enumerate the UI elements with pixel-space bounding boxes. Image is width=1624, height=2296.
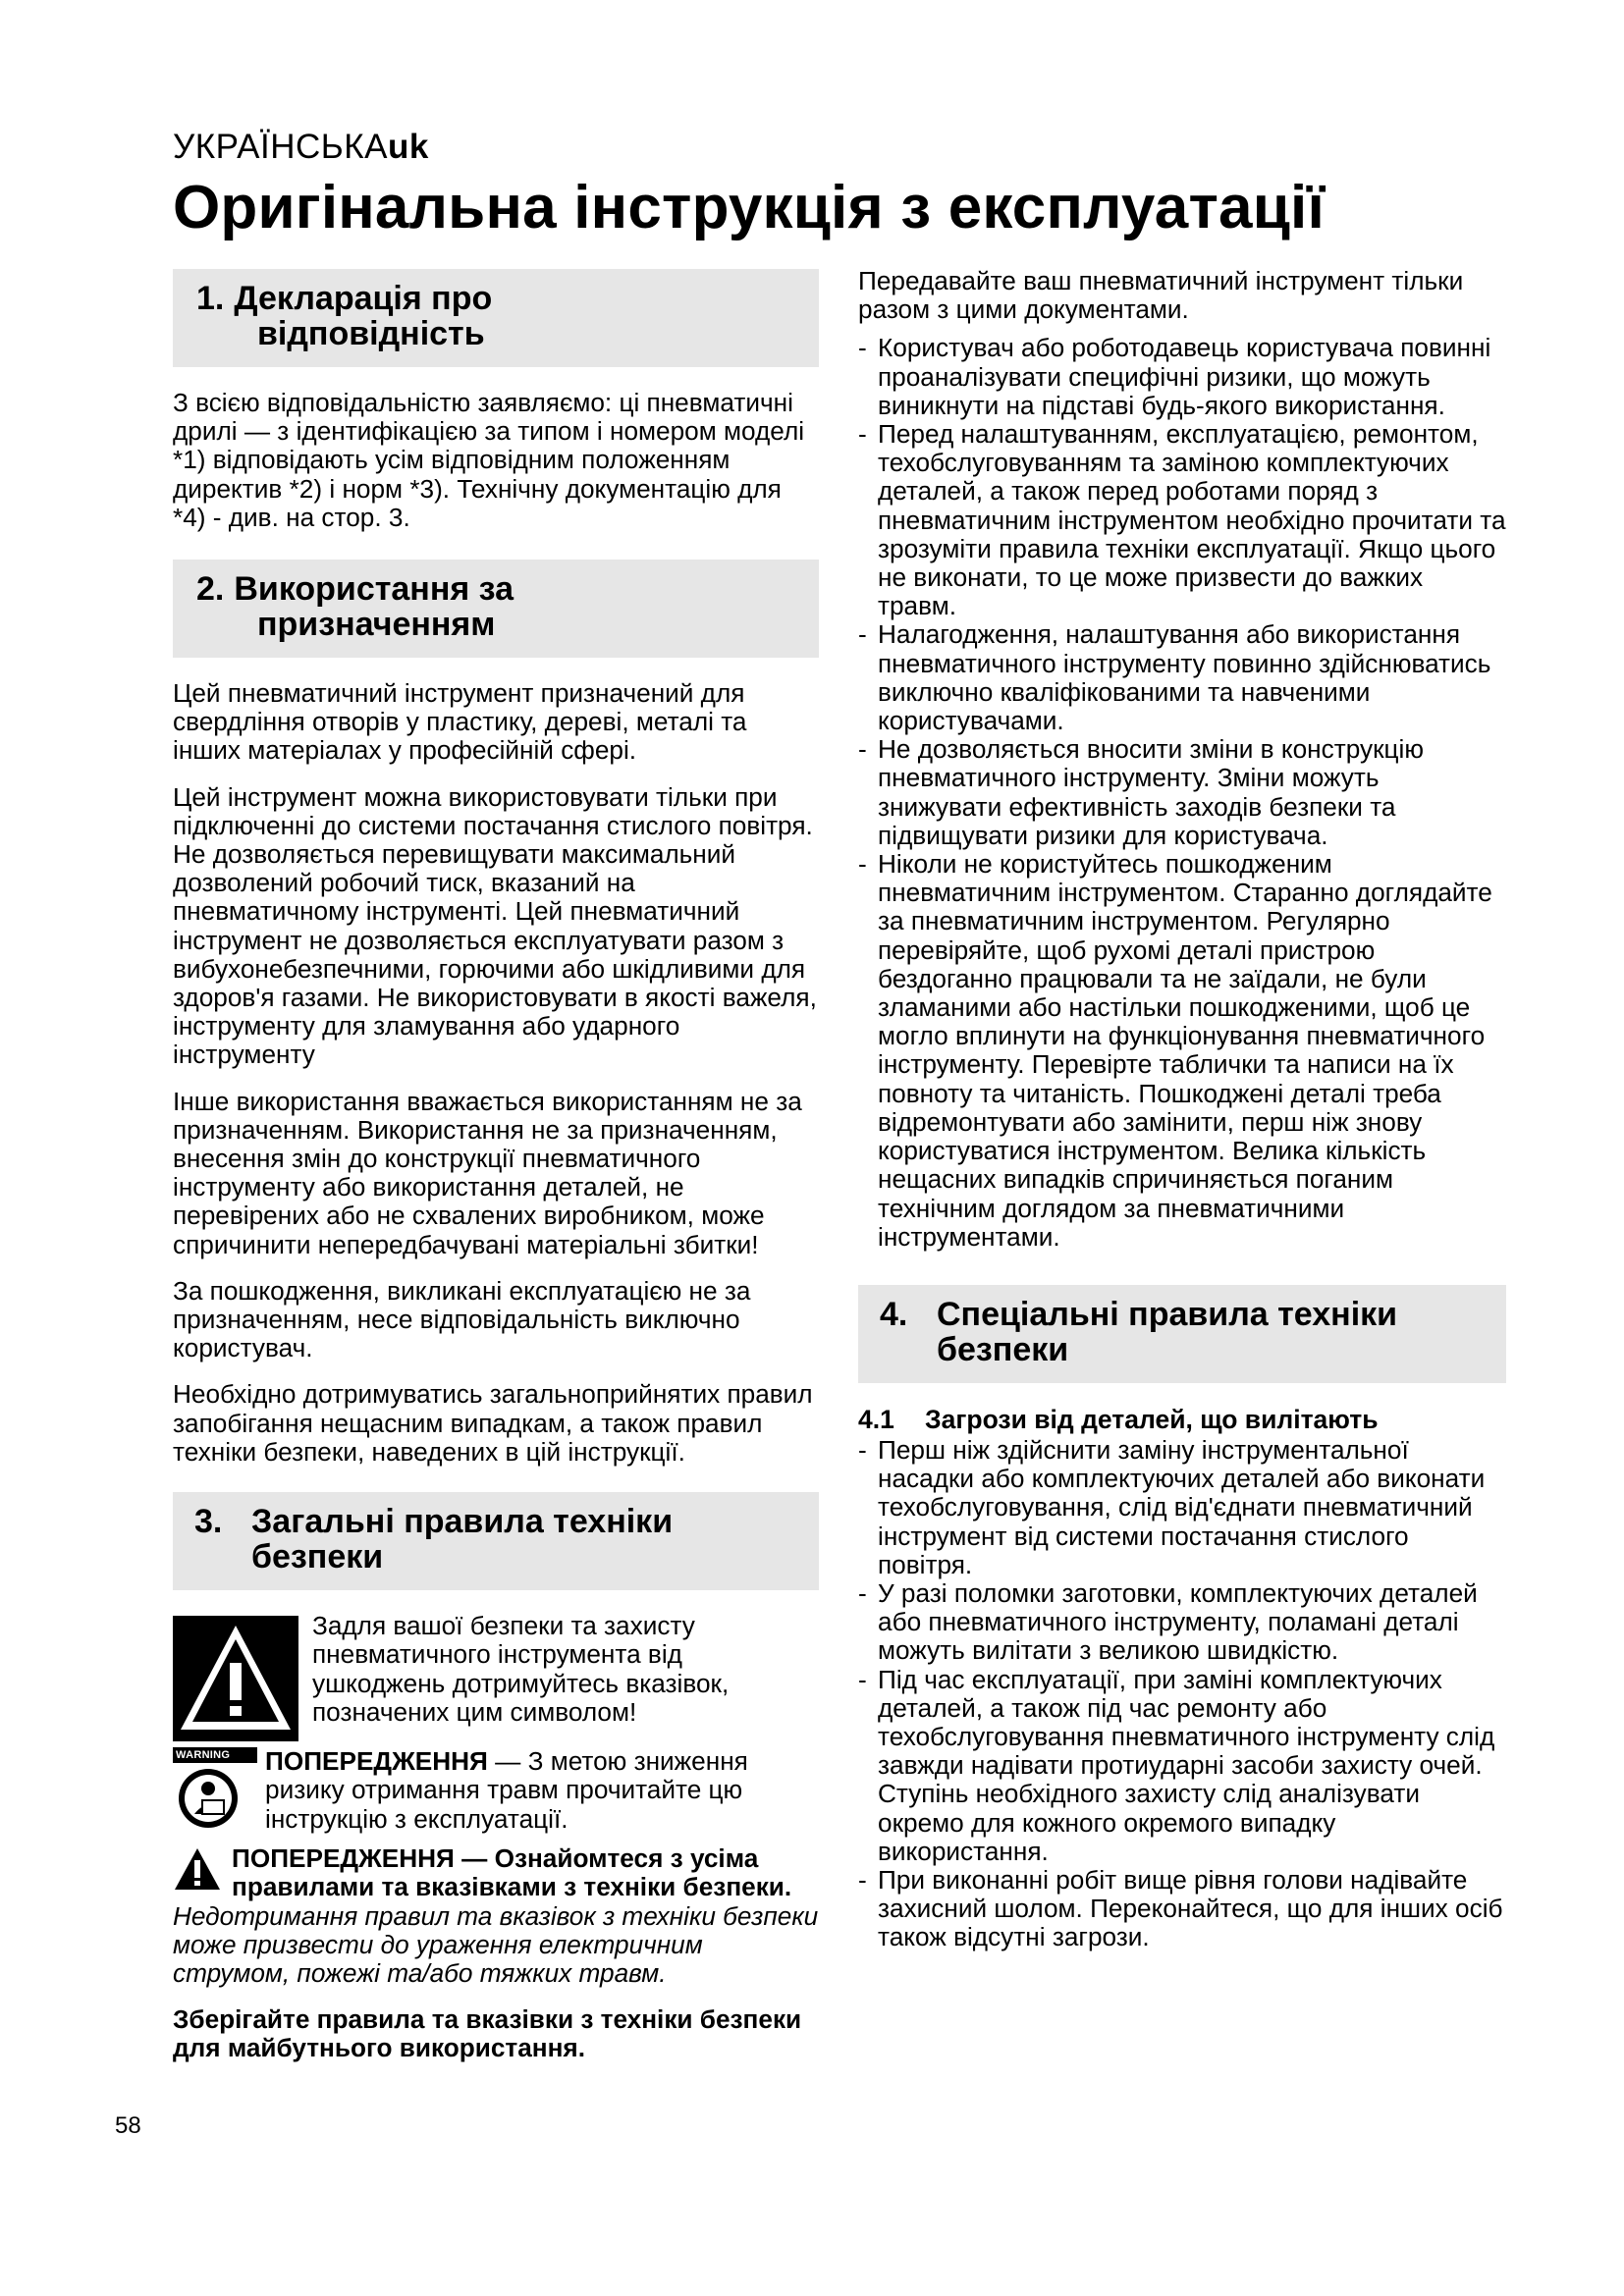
read-manual-warning [173,1747,819,1835]
list-item: - У разі поломки заготовки, комплектуючих деталей або пневматичного інструменту, поламані деталі можуть вилітати з великою швидкістю. [858,1579,1506,1666]
intended-use-paragraph-5: Необхідно дотримуватись загальноприйнятих правил запобігання нещасним випадкам, а також правил техніки безпеки, наведених в цій інструкції. [173,1379,813,1467]
section-2-heading [173,560,819,658]
read-manual-body: — З метою зниження ризику отримання травм прочитайте цю інструкцію з експлуатації. [265,1746,748,1834]
list-item: - Перш ніж здійснити заміну інструментальної насадки або комплектуючих деталей або виконати техобслуговування, слід від'єднати пневматичний інструмент від системи постачання стислого повітря. [858,1436,1506,1579]
declaration-paragraph: З всією відповідальністю заявляємо: ці пневматичні дрилі — з ідентифікацією за типом і номером моделі *1) відповідають усім відповідним положенням директив *2) і норм *3). Технічну документацію для *4) - див. на стор. 3. [173,388,805,532]
list-item: - Під час експлуатації, при заміні комплектуючих деталей, а також під час ремонту або техобслуговування пневматичного інструменту слід завжди надівати протиударні засоби захисту очей. Ступінь необхідного захисту слід аналізувати окремо для кожного окремого випадку використання. [858,1666,1506,1866]
section-3-title-line1: Загальні правила техніки [251,1503,674,1541]
list-item: - Перед налаштуванням, експлуатацією, ремонтом, техобслуговуванням та заміною комплектуючих деталей, а також перед роботами поряд з пневматичним інструментом необхідно прочитати та зрозуміти правила техніки експлуатації. Якщо цього не виконати, то це може призвести до важких травм. [858,420,1506,620]
section-2-title-line2: призначенням [257,606,496,644]
intended-use-paragraph-1: Цей пневматичний інструмент призначений для свердління отворів у пластику, дереві, металі та інших матеріалах у професійній сфері. [173,678,747,766]
safety-symbol-note [173,1612,819,1741]
language-code: uk [387,128,429,166]
section-2-title-line1: Використання за [234,570,514,609]
general-warning-italic: Недотримання правил та вказівок з техніки безпеки може призвести до ураження електричним струмом, пожежі та/або тяжких травм. [173,1900,819,1988]
section-1-title-line2: відповідність [257,315,485,352]
language-label [173,128,429,167]
section-3-number: 3. [194,1503,223,1541]
list-item: - При виконанні робіт вище рівня голови надівайте захисний шолом. Переконайтеся, що для інших осіб також відсутні загрози. [858,1866,1506,1952]
section-1-number: 1. [196,280,225,317]
page-title: Оригінальна інструкція з експлуатації [173,174,1326,241]
subsection-4-1-heading [858,1405,1506,1434]
section-4-title-line1: Спеціальні правила техніки [937,1295,1398,1333]
general-warning-block [173,1844,819,1988]
general-warning-bold: ПОПЕРЕДЖЕННЯ — Ознайомтеся з усіма правилами та вказівками з техніки безпеки. [232,1843,792,1902]
flying-parts-list [858,1436,1506,1952]
section-3-heading [173,1492,819,1590]
right-column [858,267,1506,1952]
section-4-number: 4. [880,1295,908,1333]
list-item: - Ніколи не користуйтесь пошкодженим пневматичним інструментом. Старанно доглядайте за пневматичним інструментом. Регулярно перевіряйте, щоб рухомі деталі пристрою бездоганно працювали та не заїдали, не були зламаними або настільки пошкодженими, щоб це могло вплинути на функціонування пневматичного інструменту. Перевірте таблички та написи на їх повноту та читаність. Пошкоджені деталі треба відремонтувати або замінити, перш ніж знову користуватися інструментом. Велика кількість нещасних випадків спричиняється поганим технічним доглядом за пневматичними інструментами. [858,850,1506,1252]
warning-triangle-small-icon [173,1846,222,1892]
warning-tag: WARNING [173,1747,257,1763]
section-4-title-line2: безпеки [937,1330,1069,1368]
subsection-4-1-number: 4.1 [858,1404,894,1434]
safety-symbol-text: Задля вашої безпеки та захисту пневматичного інструмента від ушкоджень дотримуйтесь вказівок, позначених цим символом! [312,1611,730,1727]
pass-on-documents-text: Передавайте ваш пневматичний інструмент тільки разом з цими документами. [858,266,1464,325]
section-2-number: 2. [196,570,225,609]
read-manual-icon [173,1747,257,1835]
section-1-heading [173,269,819,367]
list-item: - Не дозволяється вносити зміни в конструкцію пневматичного інструменту. Зміни можуть знижувати ефективність заходів безпеки та підвищувати ризики для користувача. [858,735,1506,850]
language-name: УКРАЇНСЬКА [173,128,388,166]
warning-triangle-icon [173,1616,298,1741]
page-number: 58 [115,2112,141,2139]
section-3-title-line2: безпеки [251,1538,384,1576]
list-item: - Налагодження, налаштування або використання пневматичного інструменту повинно здійснюватись виключно кваліфікованими та навченими користувачами. [858,620,1506,735]
intended-use-paragraph-2: Цей інструмент можна використовувати тільки при підключенні до системи постачання стислого повітря. Не дозволяється перевищувати максимальний дозволений робочий тиск, вказаний на пневматичному інструменті. Цей пневматичний інструмент не дозволяється експлуатувати разом з вибухонебезпечними, горючими або шкідливими для здоров'я газами. Не використовувати в якості важеля, інструменту для зламування або ударного інструменту [173,781,817,1070]
left-column [173,269,819,2081]
section-1-title-line1: Декларація про [234,280,493,317]
list-item: - Користувач або роботодавець користувача повинні проаналізувати специфічні ризики, що можуть виникнути на підставі будь-якого використання. [858,334,1506,420]
intended-use-paragraph-4: За пошкодження, викликані експлуатацією не за призначенням, несе відповідальність виключно користувач. [173,1275,751,1363]
keep-instructions-text: Зберігайте правила та вказівки з техніки безпеки для майбутнього використання. [173,2004,802,2063]
subsection-4-1-title: Загрози від деталей, що вилітають [925,1404,1379,1434]
general-warning-text [173,1844,819,1988]
general-safety-list [858,334,1506,1252]
intended-use-paragraph-3: Інше використання вважається використанням не за призначенням. Використання не за призначенням, внесення змін до конструкції пневматичного інструменту або використання деталей, не перевірених або не схвалених виробником, може спричинити непередбачувані матеріальні збитки! [173,1086,802,1259]
read-manual-text [265,1747,819,1834]
section-4-heading [858,1285,1506,1383]
read-manual-bold: ПОПЕРЕДЖЕННЯ [265,1746,488,1777]
